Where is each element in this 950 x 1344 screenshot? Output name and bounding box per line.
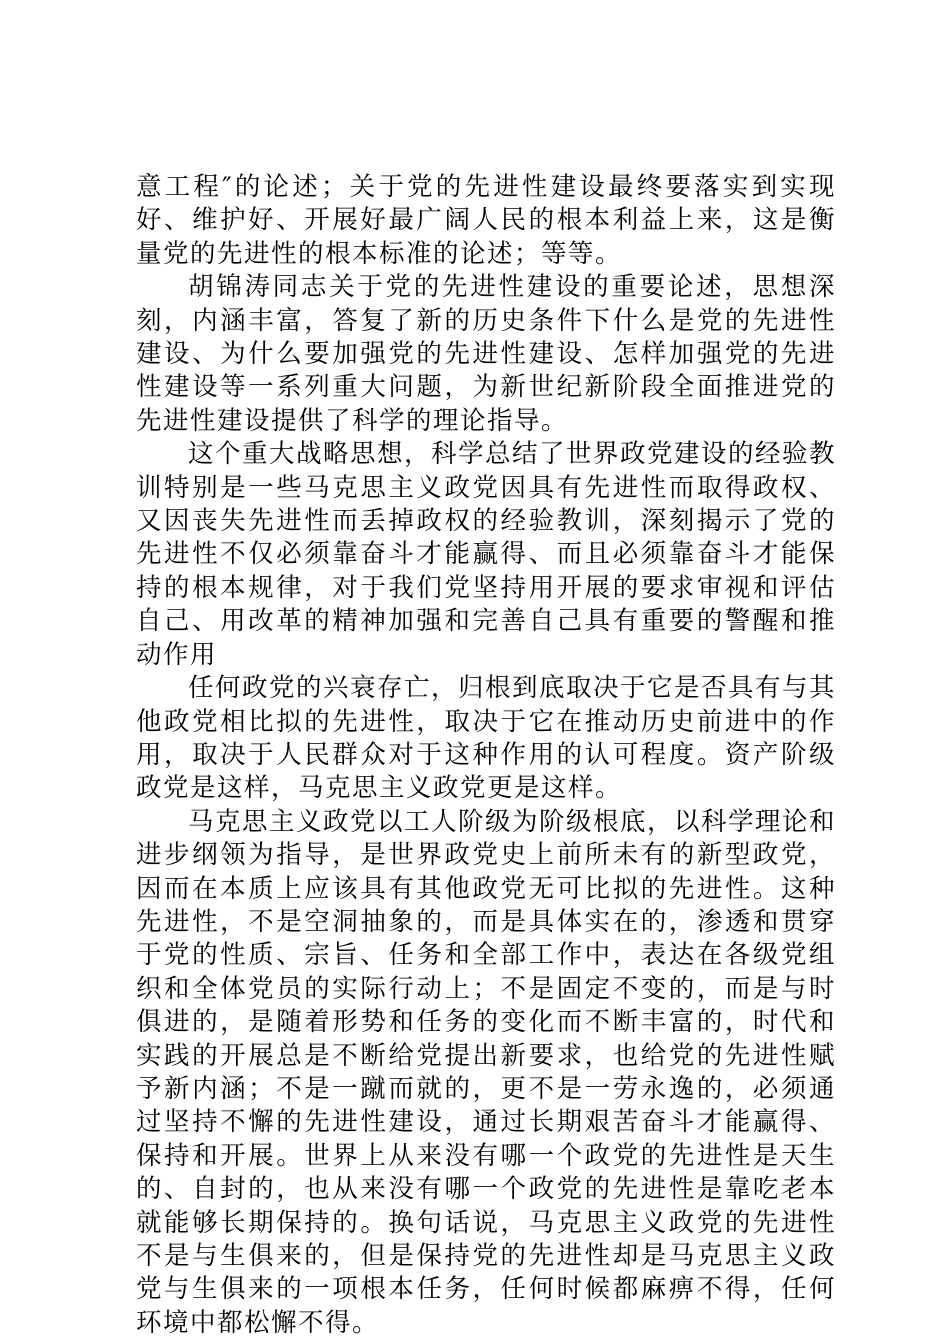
paragraph: 马克思主义政党以工人阶级为阶级根底，以科学理论和进步纲领为指导，是世界政党史上前所未有的新型政党，因而在本质上应该具有其他政党无可比拟的先进性。这种先进性，不是空洞抽象的，而是具体实在的，渗透和贯穿于党的性质、宗旨、任务和全部工作中，表达在各级党组织和全体党员的实际行动上；不是固定不变的，而是与时俱进的，是随着形势和任务的变化而不断丰富的，时代和实践的开展总是不断给党提出新要求，也给党的先进性赋予新内涵；不是一蹴而就的，更不是一劳永逸的，必须通过坚持不懈的先进性建设，通过长期艰苦奋斗才能赢得、保持和开展。世界上从来没有哪一个政党的先进性是天生的、自封的，也从来没有哪一个政党的先进性是靠吃老本就能够长期保持的。换句话说，马克思主义政党的先进性不是与生俱来的，但是保持党的先进性却是马克思主义政党与生俱来的一项根本任务，任何时候都麻痹不得，任何环境中都松懈不得。 xyxy=(136,806,837,1338)
paragraph: 任何政党的兴衰存亡，归根到底取决于它是否具有与其他政党相比拟的先进性，取决于它在推动历史前进中的作用，取决于人民群众对于这种作用的认可程度。资产阶级政党是这样，马克思主义政党更是这样。 xyxy=(136,673,837,804)
document-body xyxy=(136,171,836,1340)
paragraph-continued: 意工程″的论述；关于党的先进性建设最终要落实到实现好、维护好、开展好最广阔人民的根本利益上来，这是衡量党的先进性的根本标准的论述；等等。 xyxy=(136,172,836,269)
paragraph: 这个重大战略思想，科学总结了世界政党建设的经验教训特别是一些马克思主义政党因具有先进性而取得政权、又因丧失先进性而丢掉政权的经验教训，深刻揭示了党的先进性不仅必须靠奋斗才能赢得、而且必须靠奋斗才能保持的根本规律，对于我们党坚持用开展的要求审视和评估自己、用改革的精神加强和完善自己具有重要的警醒和推动作用 xyxy=(136,439,837,670)
paragraph: 胡锦涛同志关于党的先进性建设的重要论述，思想深刻，内涵丰富，答复了新的历史条件下什么是党的先进性建设、为什么要加强党的先进性建设、怎样加强党的先进性建设等一系列重大问题，为新世纪新阶段全面推进党的先进性建设提供了科学的理论指导。 xyxy=(136,272,836,436)
